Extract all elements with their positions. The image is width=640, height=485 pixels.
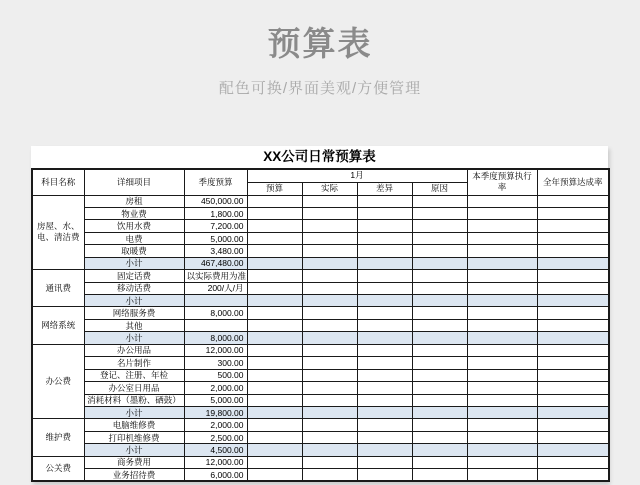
subject-cell: 网络系统 (32, 307, 84, 344)
month-actual-cell (302, 406, 357, 418)
table-row (32, 282, 609, 294)
month-budget-cell (247, 419, 302, 431)
header-quarter-budget: 季度预算 (184, 169, 247, 195)
amount-cell: 12,000.00 (184, 344, 247, 356)
month-diff-cell (357, 431, 412, 443)
year-rate-cell (537, 282, 609, 294)
year-rate-cell (537, 456, 609, 468)
quarter-rate-cell (467, 295, 537, 307)
table-row (32, 232, 609, 244)
month-diff-cell (357, 469, 412, 481)
sheet-title: XX公司日常预算表 (263, 149, 376, 164)
year-rate-cell (537, 406, 609, 418)
table-row (32, 344, 609, 356)
item-cell: 名片制作 (84, 357, 184, 369)
month-reason-cell (412, 469, 467, 481)
quarter-rate-cell (467, 195, 537, 207)
amount-cell: 467,480.00 (184, 257, 247, 269)
table-row (32, 307, 609, 319)
month-reason-cell (412, 220, 467, 232)
header-quarter-rate: 本季度预算执行率 (467, 169, 537, 195)
amount-cell: 8,000.00 (184, 332, 247, 344)
year-rate-cell (537, 232, 609, 244)
month-actual-cell (302, 257, 357, 269)
item-cell: 电脑维修费 (84, 419, 184, 431)
table-row (32, 456, 609, 468)
month-reason-cell (412, 232, 467, 244)
item-cell: 取暖费 (84, 245, 184, 257)
item-cell: 业务招待费 (84, 469, 184, 481)
year-rate-cell (537, 357, 609, 369)
month-reason-cell (412, 394, 467, 406)
month-actual-cell (302, 270, 357, 282)
month-actual-cell (302, 394, 357, 406)
month-diff-cell (357, 332, 412, 344)
year-rate-cell (537, 332, 609, 344)
month-budget-cell (247, 456, 302, 468)
month-budget-cell (247, 382, 302, 394)
item-cell: 小计 (84, 406, 184, 418)
month-actual-cell (302, 295, 357, 307)
year-rate-cell (537, 245, 609, 257)
month-diff-cell (357, 307, 412, 319)
quarter-rate-cell (467, 431, 537, 443)
item-cell: 小计 (84, 295, 184, 307)
amount-cell: 以实际费用为准 (184, 270, 247, 282)
month-budget-cell (247, 307, 302, 319)
budget-table (31, 168, 610, 482)
month-reason-cell (412, 406, 467, 418)
month-diff-cell (357, 444, 412, 456)
month-diff-cell (357, 220, 412, 232)
subject-cell: 通讯费 (32, 270, 84, 307)
item-cell: 网络服务费 (84, 307, 184, 319)
month-diff-cell (357, 257, 412, 269)
header-month-budget: 预算 (247, 182, 302, 195)
amount-cell (184, 295, 247, 307)
table-row (32, 270, 609, 282)
subtotal-row (32, 332, 609, 344)
month-diff-cell (357, 270, 412, 282)
month-budget-cell (247, 344, 302, 356)
month-actual-cell (302, 232, 357, 244)
month-reason-cell (412, 195, 467, 207)
year-rate-cell (537, 394, 609, 406)
year-rate-cell (537, 419, 609, 431)
month-actual-cell (302, 344, 357, 356)
month-budget-cell (247, 257, 302, 269)
amount-cell: 7,200.00 (184, 220, 247, 232)
year-rate-cell (537, 444, 609, 456)
month-actual-cell (302, 357, 357, 369)
budget-sheet (31, 146, 608, 482)
month-budget-cell (247, 469, 302, 481)
amount-cell: 2,000.00 (184, 382, 247, 394)
month-reason-cell (412, 419, 467, 431)
amount-cell: 12,000.00 (184, 456, 247, 468)
item-cell: 登记、注册、年检 (84, 369, 184, 381)
item-cell: 小计 (84, 257, 184, 269)
year-rate-cell (537, 469, 609, 481)
header-year-rate: 全年预算达成率 (537, 169, 609, 195)
month-reason-cell (412, 431, 467, 443)
month-diff-cell (357, 344, 412, 356)
quarter-rate-cell (467, 369, 537, 381)
page-title: 预算表 (267, 25, 373, 62)
month-actual-cell (302, 444, 357, 456)
amount-cell: 1,800.00 (184, 207, 247, 219)
quarter-rate-cell (467, 220, 537, 232)
quarter-rate-cell (467, 207, 537, 219)
month-budget-cell (247, 245, 302, 257)
month-budget-cell (247, 220, 302, 232)
year-rate-cell (537, 382, 609, 394)
month-reason-cell (412, 282, 467, 294)
month-diff-cell (357, 207, 412, 219)
quarter-rate-cell (467, 394, 537, 406)
month-reason-cell (412, 332, 467, 344)
header-row-1 (32, 169, 609, 182)
year-rate-cell (537, 195, 609, 207)
item-cell: 饮用水费 (84, 220, 184, 232)
month-reason-cell (412, 444, 467, 456)
month-reason-cell (412, 319, 467, 331)
month-budget-cell (247, 319, 302, 331)
month-diff-cell (357, 232, 412, 244)
subtotal-row (32, 257, 609, 269)
budget-table-body (32, 195, 609, 481)
table-row (32, 220, 609, 232)
quarter-rate-cell (467, 444, 537, 456)
month-actual-cell (302, 469, 357, 481)
month-actual-cell (302, 419, 357, 431)
item-cell: 小计 (84, 444, 184, 456)
amount-cell (184, 319, 247, 331)
month-reason-cell (412, 357, 467, 369)
month-diff-cell (357, 419, 412, 431)
amount-cell: 4,500.00 (184, 444, 247, 456)
year-rate-cell (537, 257, 609, 269)
quarter-rate-cell (467, 344, 537, 356)
item-cell: 小计 (84, 332, 184, 344)
quarter-rate-cell (467, 406, 537, 418)
quarter-rate-cell (467, 319, 537, 331)
month-reason-cell (412, 307, 467, 319)
amount-cell: 6,000.00 (184, 469, 247, 481)
amount-cell: 5,000.00 (184, 232, 247, 244)
subject-cell: 公关费 (32, 456, 84, 481)
month-budget-cell (247, 232, 302, 244)
month-budget-cell (247, 394, 302, 406)
amount-cell: 2,500.00 (184, 431, 247, 443)
item-cell: 物业费 (84, 207, 184, 219)
amount-cell: 3,480.00 (184, 245, 247, 257)
header-subject: 科目名称 (32, 169, 84, 195)
item-cell: 房租 (84, 195, 184, 207)
item-cell: 其他 (84, 319, 184, 331)
amount-cell: 300.00 (184, 357, 247, 369)
month-actual-cell (302, 245, 357, 257)
subject-cell: 房屋、水、电、清洁费 (32, 195, 84, 270)
quarter-rate-cell (467, 469, 537, 481)
month-actual-cell (302, 319, 357, 331)
year-rate-cell (537, 319, 609, 331)
month-reason-cell (412, 344, 467, 356)
header-detail: 详细项目 (84, 169, 184, 195)
table-row (32, 357, 609, 369)
quarter-rate-cell (467, 270, 537, 282)
month-reason-cell (412, 245, 467, 257)
month-diff-cell (357, 394, 412, 406)
amount-cell: 8,000.00 (184, 307, 247, 319)
year-rate-cell (537, 220, 609, 232)
table-row (32, 382, 609, 394)
header-month-reason: 原因 (412, 182, 467, 195)
amount-cell: 5,000.00 (184, 394, 247, 406)
month-budget-cell (247, 270, 302, 282)
item-cell: 商务费用 (84, 456, 184, 468)
month-diff-cell (357, 456, 412, 468)
table-row (32, 369, 609, 381)
year-rate-cell (537, 307, 609, 319)
item-cell: 电费 (84, 232, 184, 244)
amount-cell: 500.00 (184, 369, 247, 381)
year-rate-cell (537, 431, 609, 443)
amount-cell: 19,800.00 (184, 406, 247, 418)
month-budget-cell (247, 444, 302, 456)
item-cell: 办公用品 (84, 344, 184, 356)
month-budget-cell (247, 406, 302, 418)
month-reason-cell (412, 382, 467, 394)
amount-cell: 200/人/月 (184, 282, 247, 294)
month-actual-cell (302, 195, 357, 207)
month-budget-cell (247, 207, 302, 219)
header-month-actual: 实际 (302, 182, 357, 195)
month-reason-cell (412, 369, 467, 381)
item-cell: 消耗材料（墨粉、硒鼓） (84, 394, 184, 406)
quarter-rate-cell (467, 456, 537, 468)
year-rate-cell (537, 207, 609, 219)
header-month-diff: 差异 (357, 182, 412, 195)
item-cell: 打印机维修费 (84, 431, 184, 443)
month-diff-cell (357, 369, 412, 381)
quarter-rate-cell (467, 232, 537, 244)
subject-cell: 维护费 (32, 419, 84, 456)
month-actual-cell (302, 456, 357, 468)
subtotal-row (32, 406, 609, 418)
month-diff-cell (357, 282, 412, 294)
quarter-rate-cell (467, 245, 537, 257)
year-rate-cell (537, 270, 609, 282)
quarter-rate-cell (467, 307, 537, 319)
year-rate-cell (537, 344, 609, 356)
month-diff-cell (357, 319, 412, 331)
month-actual-cell (302, 369, 357, 381)
table-row (32, 319, 609, 331)
table-row (32, 195, 609, 207)
month-budget-cell (247, 332, 302, 344)
quarter-rate-cell (467, 357, 537, 369)
item-cell: 移动话费 (84, 282, 184, 294)
month-diff-cell (357, 406, 412, 418)
month-reason-cell (412, 207, 467, 219)
month-budget-cell (247, 357, 302, 369)
amount-cell: 450,000.00 (184, 195, 247, 207)
table-row (32, 469, 609, 481)
month-budget-cell (247, 282, 302, 294)
month-actual-cell (302, 282, 357, 294)
month-reason-cell (412, 270, 467, 282)
quarter-rate-cell (467, 332, 537, 344)
month-budget-cell (247, 295, 302, 307)
year-rate-cell (537, 369, 609, 381)
month-budget-cell (247, 369, 302, 381)
month-diff-cell (357, 195, 412, 207)
header-month: 1月 (247, 169, 467, 182)
item-cell: 固定话费 (84, 270, 184, 282)
table-row (32, 394, 609, 406)
subtotal-row (32, 295, 609, 307)
table-row (32, 419, 609, 431)
quarter-rate-cell (467, 282, 537, 294)
quarter-rate-cell (467, 419, 537, 431)
month-diff-cell (357, 357, 412, 369)
month-diff-cell (357, 245, 412, 257)
month-actual-cell (302, 382, 357, 394)
month-budget-cell (247, 195, 302, 207)
month-actual-cell (302, 431, 357, 443)
month-diff-cell (357, 382, 412, 394)
month-diff-cell (357, 295, 412, 307)
month-actual-cell (302, 207, 357, 219)
quarter-rate-cell (467, 382, 537, 394)
table-row (32, 207, 609, 219)
item-cell: 办公室日用品 (84, 382, 184, 394)
quarter-rate-cell (467, 257, 537, 269)
month-actual-cell (302, 307, 357, 319)
month-reason-cell (412, 295, 467, 307)
month-actual-cell (302, 332, 357, 344)
page-subtitle: 配色可换/界面美观/方便管理 (218, 80, 422, 98)
table-row (32, 431, 609, 443)
table-row (32, 245, 609, 257)
month-actual-cell (302, 220, 357, 232)
month-reason-cell (412, 456, 467, 468)
year-rate-cell (537, 295, 609, 307)
month-budget-cell (247, 431, 302, 443)
subject-cell: 办公费 (32, 344, 84, 419)
amount-cell: 2,000.00 (184, 419, 247, 431)
subtotal-row (32, 444, 609, 456)
month-reason-cell (412, 257, 467, 269)
